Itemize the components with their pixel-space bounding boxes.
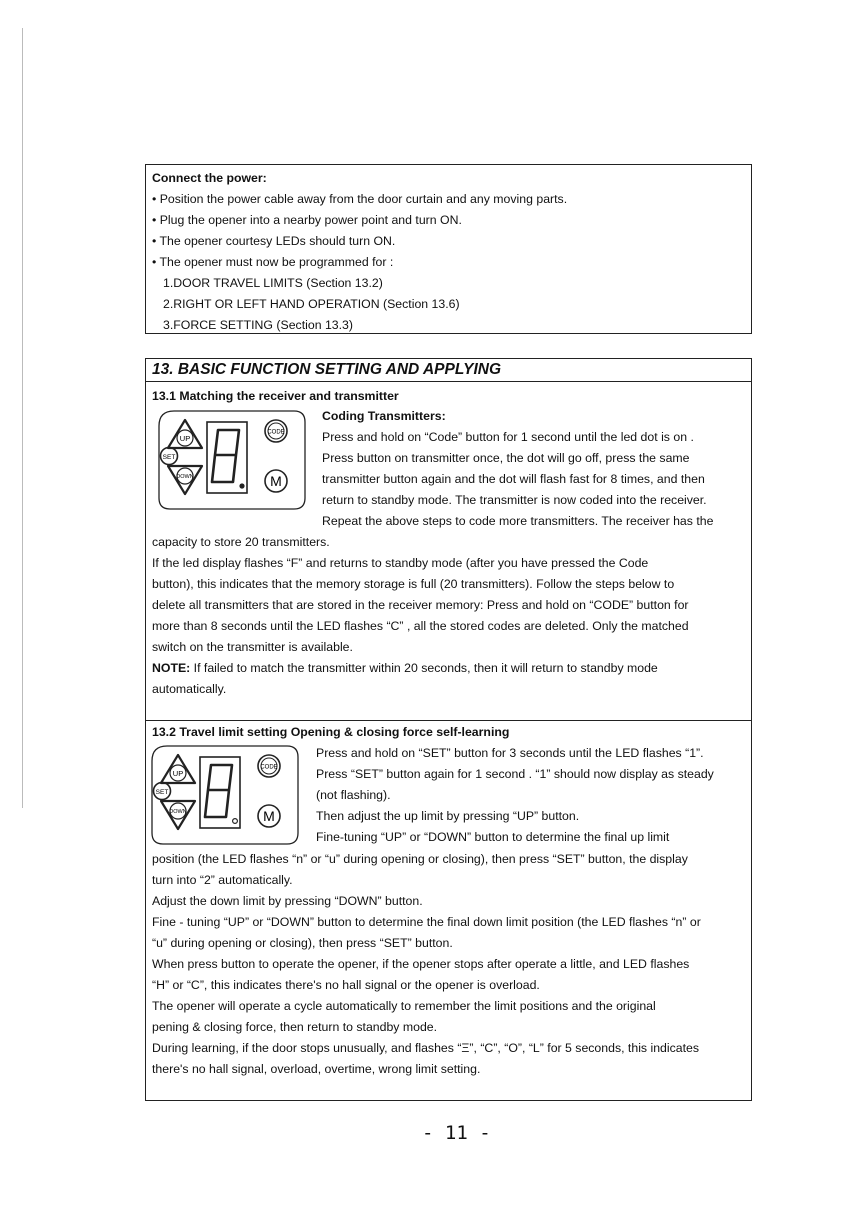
body-text-line: pening & closing force, then return to standby mode. <box>152 1020 438 1034</box>
body-text-line: turn into “2” automatically. <box>152 873 293 887</box>
side-text-line: transmitter button again and the dot will flash fast for 8 times, and then <box>322 472 705 486</box>
side-text-line: Press “SET” button again for 1 second . “1” should now display as steady <box>316 767 714 781</box>
body-text-line: more than 8 seconds until the LED flashes “C” , all the stored codes are deleted. Only the matched <box>152 619 689 633</box>
power-title: Connect the power: <box>152 171 267 185</box>
body-text-line: button), this indicates that the memory storage is full (20 transmitters). Follow the steps below to <box>152 577 675 591</box>
side-text-line: Repeat the above steps to code more transmitters. The receiver has the <box>322 514 714 528</box>
down-button-icon <box>161 801 195 829</box>
note-line <box>152 661 658 675</box>
set-button-icon <box>161 448 178 465</box>
up-button-icon <box>168 420 202 448</box>
body-text-line: there's no hall signal, overload, overtime, wrong limit setting. <box>152 1062 481 1076</box>
side-text-line: Press and hold on “Code” button for 1 second until the led dot is on . <box>322 430 694 444</box>
body-text-line: switch on the transmitter is available. <box>152 640 353 654</box>
power-bullet: • The opener must now be programmed for : <box>152 255 394 269</box>
side-text-line: Press button on transmitter once, the dot will go off, press the same <box>322 451 690 465</box>
section-13-1-title: 13.1 Matching the receiver and transmitter <box>152 389 399 403</box>
control-panel-diagram <box>149 745 301 846</box>
note-text: If failed to match the transmitter within 20 seconds, then it will return to standby mode <box>190 661 658 675</box>
body-text-line: If the led display flashes “F” and returns to standby mode (after you have pressed the Code <box>152 556 649 570</box>
power-bullet: • Plug the opener into a nearby power point and turn ON. <box>152 213 462 227</box>
power-step: 2.RIGHT OR LEFT HAND OPERATION (Section 13.6) <box>163 297 460 311</box>
body-text-line: delete all transmitters that are stored in the receiver memory: Press and hold on “CODE” button for <box>152 598 689 612</box>
body-text-line: capacity to store 20 transmitters. <box>152 535 330 549</box>
body-text-line: automatically. <box>152 682 227 696</box>
section-13-2-title: 13.2 Travel limit setting Opening & closing force self-learning <box>152 725 510 739</box>
power-bullet: • The opener courtesy LEDs should turn ON. <box>152 234 396 248</box>
svg-text:M: M <box>263 808 275 824</box>
page-number: - 11 - <box>422 1122 491 1144</box>
side-text-line: Then adjust the up limit by pressing “UP” button. <box>316 809 580 823</box>
svg-text:UP: UP <box>172 769 184 778</box>
svg-text:SET: SET <box>162 454 176 461</box>
svg-text:SET: SET <box>155 789 169 796</box>
code-button-icon <box>258 755 280 777</box>
mode-button-icon <box>258 805 280 827</box>
power-step: 1.DOOR TRAVEL LIMITS (Section 13.2) <box>163 276 383 290</box>
note-label: NOTE: <box>152 661 191 675</box>
body-text-line: Adjust the down limit by pressing “DOWN” button. <box>152 894 423 908</box>
body-text-line: When press button to operate the opener, if the opener stops after operate a little, and LED flashes <box>152 957 690 971</box>
up-button-icon <box>161 755 195 783</box>
set-button-icon <box>154 783 171 800</box>
body-text-line: During learning, if the door stops unusually, and flashes “Ξ”, “C”, “O”, “L” for 5 seconds, this indicates <box>152 1041 700 1055</box>
svg-text:DOWN: DOWN <box>169 809 187 815</box>
scan-margin-line <box>22 28 23 808</box>
mode-button-icon <box>265 470 287 492</box>
svg-text:DOWN: DOWN <box>176 474 194 480</box>
svg-text:UP: UP <box>179 434 191 443</box>
body-text-line: “u” during opening or closing), then press “SET” button. <box>152 936 453 950</box>
section-13-2-divider <box>146 720 751 721</box>
coding-transmitters-title: Coding Transmitters: <box>322 409 446 423</box>
led-display-icon <box>200 757 240 828</box>
svg-text:CODE: CODE <box>260 764 278 771</box>
side-text-line: Fine-tuning “UP” or “DOWN” button to determine the final up limit <box>316 830 670 844</box>
title-divider <box>146 381 751 382</box>
body-text-line: “H” or “C”, this indicates there's no hall signal or the opener is overload. <box>152 978 540 992</box>
down-button-icon <box>168 466 202 494</box>
svg-text:CODE: CODE <box>267 429 285 436</box>
code-button-icon <box>265 420 287 442</box>
body-text-line: position (the LED flashes “n” or “u” during opening or closing), then press “SET” button, the display <box>152 852 688 866</box>
power-bullet: • Position the power cable away from the door curtain and any moving parts. <box>152 192 568 206</box>
body-text-line: The opener will operate a cycle automatically to remember the limit positions and the original <box>152 999 656 1013</box>
svg-text:M: M <box>270 473 282 489</box>
control-panel-diagram <box>156 410 308 511</box>
side-text-line: (not flashing). <box>316 788 391 802</box>
side-text-line: return to standby mode. The transmitter is now coded into the receiver. <box>322 493 707 507</box>
body-text-line: Fine - tuning “UP” or “DOWN” button to determine the final down limit position (the LED flashes “n” or <box>152 915 701 929</box>
side-text-line: Press and hold on “SET” button for 3 seconds until the LED flashes “1”. <box>316 746 704 760</box>
power-step: 3.FORCE SETTING (Section 13.3) <box>163 318 353 332</box>
section-13-title: 13. BASIC FUNCTION SETTING AND APPLYING <box>152 361 502 378</box>
led-display-icon <box>207 422 247 493</box>
